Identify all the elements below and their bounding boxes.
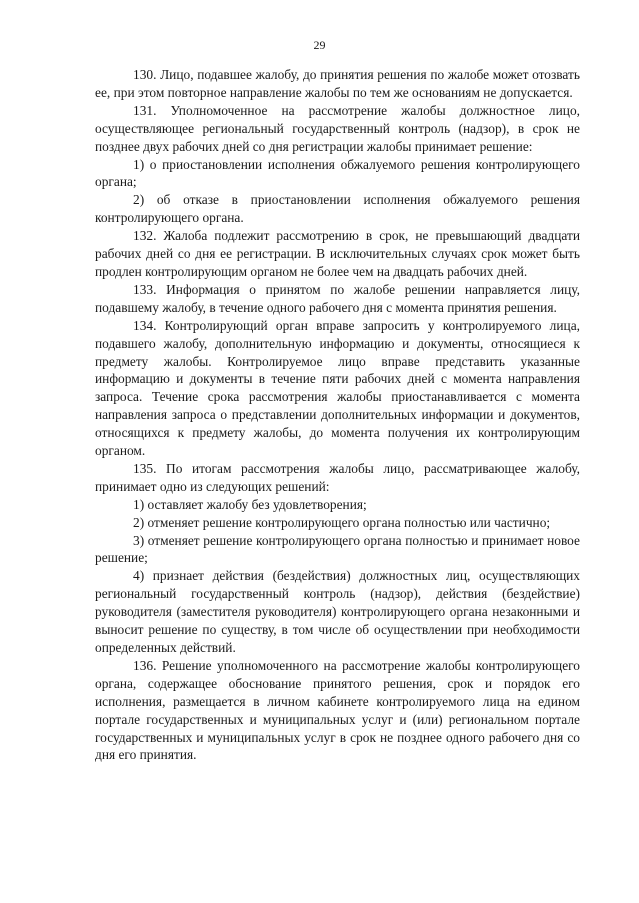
paragraph-135-item-2: 2) отменяет решение контролирующего органа полностью или частично; [133,514,551,530]
paragraph-136: 136. Решение уполномоченного на рассмотрение жалобы контролирующего органа, содержащее обоснование принятого решения, срок и порядок его исполнения, размещается в личном кабинете контролируемого лица на едином портале государственных и муниципальных услуг и (или) региональном портале государственных и муниципальных услуг в срок не позднее одного рабочего дня со дня его принятия. [95,657,580,763]
paragraph-131-item-1: 1) о приостановлении исполнения обжалуемого решения контролирующего органа; [95,156,580,190]
paragraph-130: 130. Лицо, подавшее жалобу, до принятия решения по жалобе может отозвать ее, при этом повторное направление жалобы по тем же основаниям не допускается. [95,67,580,100]
paragraph-135-item-3: 3) отменяет решение контролирующего органа полностью и принимает новое решение; [95,532,580,566]
paragraph-132: 132. Жалоба подлежит рассмотрению в срок, не превышающий двадцати рабочих дней со дня ее регистрации. В исключительных случаях срок может быть продлен контролирующим органом не более чем на двадцать рабочих дней. [95,228,580,279]
paragraph-133: 133. Информация о принятом по жалобе решении направляется лицу, подавшему жалобу, в течение одного рабочего дня с момента принятия решения. [95,281,580,315]
document-body [95,66,580,764]
paragraph-131-item-2: 2) об отказе в приостановлении исполнения обжалуемого решения контролирующего органа. [95,192,580,226]
paragraph-135: 135. По итогам рассмотрения жалобы лицо, рассматривающее жалобу, принимает одно из следующих решений: [95,460,580,494]
paragraph-134: 134. Контролирующий орган вправе запросить у контролируемого лица, подавшего жалобу, дополнительную информацию и документы, относящиеся к предмету жалобы. Контролируемое лицо вправе представить указанные информацию и документы в течение пяти рабочих дней с момента направления запроса. Течение срока рассмотрения жалобы приостанавливается с момента направления запроса о представлении дополнительных информации и документов, относящихся к предмету жалобы, до момента получения их контролирующим органом. [95,317,580,459]
paragraph-135-item-1: 1) оставляет жалобу без удовлетворения; [133,496,367,512]
paragraph-131: 131. Уполномоченное на рассмотрение жалобы должностное лицо, осуществляющее региональный государственный контроль (надзор), в срок не позднее двух рабочих дней со дня регистрации жалобы принимает решение: [95,102,580,154]
page-number: 29 [313,38,326,52]
paragraph-135-item-4: 4) признает действия (бездействия) должностных лиц, осуществляющих региональный государственный контроль (надзор), действия (бездействие) руководителя (заместителя руководителя) контролирующего органа незаконными и выносит решение по существу, в том числе об осуществлении при необходимости определенных действий. [95,568,580,655]
